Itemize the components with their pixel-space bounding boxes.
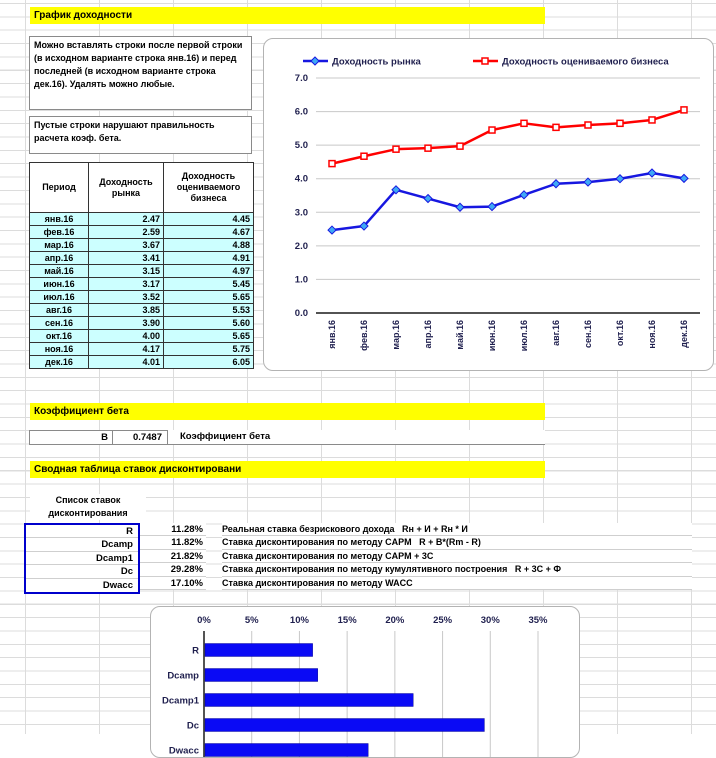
table-row — [30, 291, 254, 304]
svg-text:7.0: 7.0 — [294, 73, 308, 84]
market-return-cell[interactable]: 2.59 — [89, 226, 164, 239]
market-return-cell[interactable]: 3.17 — [89, 278, 164, 291]
business-return-cell[interactable]: 4.97 — [164, 265, 254, 278]
beta-row — [29, 430, 545, 445]
beta-label-cell: Коэффициент бета — [168, 430, 545, 445]
table-row — [30, 213, 254, 226]
bar-Dwacc — [205, 744, 368, 757]
svg-text:6.0: 6.0 — [294, 106, 308, 118]
market-return-cell[interactable]: 3.90 — [89, 317, 164, 330]
svg-text:янв.16: янв.16 — [327, 320, 337, 349]
rates-description-column — [222, 523, 692, 590]
table-row — [30, 343, 254, 356]
svg-text:Доходность рынка: Доходность рынка — [332, 56, 421, 68]
svg-text:апр.16: апр.16 — [423, 320, 433, 349]
note-insert-rows: Можно вставлять строки после первой строки (в исходном варианте строка янв.16) и перед последней (в исходном варианте строка дек.16). Удалять можно любые. — [29, 36, 252, 110]
svg-text:Dwacc: Dwacc — [168, 745, 199, 757]
period-cell[interactable]: янв.16 — [30, 213, 89, 226]
svg-text:Dc: Dc — [186, 720, 199, 732]
market-return-cell[interactable]: 3.85 — [89, 304, 164, 317]
rates-list-label-line1: Список ставок — [55, 495, 121, 505]
svg-text:фев.16: фев.16 — [359, 320, 369, 351]
business-return-cell[interactable]: 5.60 — [164, 317, 254, 330]
rate-name-cell[interactable]: Dwacc — [102, 579, 133, 591]
svg-text:30%: 30% — [480, 615, 500, 626]
period-cell[interactable]: сен.16 — [30, 317, 89, 330]
business-return-cell[interactable]: 4.45 — [164, 213, 254, 226]
period-cell[interactable]: июл.16 — [30, 291, 89, 304]
market-return-cell[interactable]: 4.00 — [89, 330, 164, 343]
bar-R — [205, 644, 313, 657]
rate-desc-cell: Ставка дисконтирования по методу CAPM R + B*(Rm - R) — [222, 536, 692, 549]
svg-text:ноя.16: ноя.16 — [647, 320, 657, 349]
svg-text:15%: 15% — [337, 615, 357, 626]
period-header: Период — [30, 163, 89, 213]
period-cell[interactable]: ноя.16 — [30, 343, 89, 356]
rate-name-cell[interactable]: Dcamp — [26, 538, 138, 551]
discount-rates-bar-chart[interactable] — [150, 606, 580, 758]
market-return-cell[interactable]: 3.41 — [89, 252, 164, 265]
bar-Dc — [205, 719, 484, 732]
period-cell[interactable]: апр.16 — [30, 252, 89, 265]
table-row — [30, 330, 254, 343]
line-chart-grid — [316, 78, 700, 313]
rate-name-cell[interactable]: Dcamp1 — [26, 552, 138, 565]
legend-item — [303, 57, 421, 68]
market-return-cell[interactable]: 3.67 — [89, 239, 164, 252]
returns-table[interactable] — [29, 162, 254, 369]
svg-text:3.0: 3.0 — [294, 207, 308, 219]
business-return-header: Доходность оцениваемого бизнеса — [164, 163, 254, 213]
rate-desc-cell: Ставка дисконтирования по методу кумулятивного построения R + 3С + Ф — [222, 563, 692, 576]
section-title-beta: Коэффициент бета — [30, 403, 545, 420]
rate-value-cell[interactable]: 29.28% — [140, 563, 206, 576]
rate-name-cell[interactable]: Dc — [26, 565, 138, 578]
business-return-cell[interactable]: 4.91 — [164, 252, 254, 265]
rate-value-cell[interactable]: 11.28% — [140, 523, 206, 536]
svg-text:Dcamp: Dcamp — [167, 670, 199, 682]
rates-value-column — [140, 523, 206, 590]
business-return-cell[interactable]: 5.45 — [164, 278, 254, 291]
market-return-header: Доходность рынка — [89, 163, 164, 213]
period-cell[interactable]: авг.16 — [30, 304, 89, 317]
svg-text:июн.16: июн.16 — [487, 320, 497, 352]
business-return-cell[interactable]: 5.65 — [164, 330, 254, 343]
note-empty-rows: Пустые строки нарушают правильность расчета коэф. бета. — [29, 116, 252, 154]
rates-list-label-line2: дисконтирования — [48, 508, 128, 518]
svg-text:окт.16: окт.16 — [615, 320, 625, 347]
table-row — [30, 252, 254, 265]
rate-desc-cell: Ставка дисконтирования по методу CAPM + 3С — [222, 550, 692, 563]
rate-desc-cell: Реальная ставка безрискового дохода Rн + И + Rн * И — [222, 523, 692, 536]
period-cell[interactable]: июн.16 — [30, 278, 89, 291]
svg-text:4.0: 4.0 — [294, 173, 308, 185]
beta-value-cell[interactable]: 0.7487 — [113, 430, 168, 445]
business-return-cell[interactable]: 5.75 — [164, 343, 254, 356]
svg-text:авг.16: авг.16 — [551, 320, 561, 346]
beta-symbol-cell[interactable]: B — [29, 430, 113, 445]
legend-item — [473, 57, 669, 68]
market-return-cell[interactable]: 3.15 — [89, 265, 164, 278]
period-cell[interactable]: фев.16 — [30, 226, 89, 239]
svg-text:Доходность оцениваемого бизнес: Доходность оцениваемого бизнеса — [502, 56, 669, 68]
business-return-cell[interactable]: 5.65 — [164, 291, 254, 304]
business-return-cell[interactable]: 6.05 — [164, 356, 254, 369]
svg-text:R: R — [192, 645, 199, 657]
business-return-cell[interactable]: 4.88 — [164, 239, 254, 252]
business-return-cell[interactable]: 5.53 — [164, 304, 254, 317]
table-row — [30, 278, 254, 291]
svg-text:10%: 10% — [289, 615, 309, 626]
market-return-cell[interactable]: 4.01 — [89, 356, 164, 369]
svg-text:май.16: май.16 — [455, 320, 465, 350]
market-return-cell[interactable]: 3.52 — [89, 291, 164, 304]
period-cell[interactable]: дек.16 — [30, 356, 89, 369]
svg-text:2.0: 2.0 — [294, 240, 308, 252]
rate-value-cell[interactable]: 21.82% — [140, 550, 206, 563]
svg-text:июл.16: июл.16 — [519, 320, 529, 352]
section-title-profit-chart: График доходности — [30, 7, 545, 24]
rates-name-box — [24, 523, 140, 594]
market-return-cell[interactable]: 4.17 — [89, 343, 164, 356]
svg-text:мар.16: мар.16 — [391, 320, 401, 350]
svg-text:1.0: 1.0 — [294, 274, 308, 286]
rates-list-label — [30, 494, 146, 520]
rate-name-cell[interactable]: R — [26, 525, 138, 538]
bar-Dcamp — [205, 669, 318, 682]
svg-text:20%: 20% — [385, 615, 405, 626]
market-return-cell[interactable]: 2.47 — [89, 213, 164, 226]
bar-Dcamp1 — [205, 694, 413, 707]
svg-text:25%: 25% — [433, 615, 453, 626]
period-cell[interactable]: окт.16 — [30, 330, 89, 343]
period-cell[interactable]: май.16 — [30, 265, 89, 278]
rate-value-cell[interactable]: 11.82% — [140, 536, 206, 549]
table-row — [30, 356, 254, 369]
returns-table-header-row — [30, 163, 254, 213]
period-cell[interactable]: мар.16 — [30, 239, 89, 252]
svg-text:0%: 0% — [197, 615, 211, 626]
table-row — [30, 226, 254, 239]
svg-text:5.0: 5.0 — [294, 140, 308, 152]
rate-value-cell[interactable]: 17.10% — [140, 577, 206, 590]
svg-text:0.0: 0.0 — [294, 308, 308, 319]
svg-text:Dcamp1: Dcamp1 — [162, 695, 199, 707]
svg-text:35%: 35% — [528, 615, 548, 626]
svg-text:сен.16: сен.16 — [583, 320, 593, 348]
returns-line-chart[interactable] — [263, 38, 714, 371]
table-row — [30, 239, 254, 252]
table-row — [30, 317, 254, 330]
business-return-cell[interactable]: 4.67 — [164, 226, 254, 239]
svg-text:5%: 5% — [244, 615, 259, 626]
series-business — [329, 107, 687, 167]
svg-text:дек.16: дек.16 — [679, 320, 689, 348]
section-title-rates: Сводная таблица ставок дисконтировани — [30, 461, 545, 478]
table-row — [30, 304, 254, 317]
table-row — [30, 265, 254, 278]
rate-desc-cell: Ставка дисконтирования по методу WACC — [222, 577, 692, 590]
